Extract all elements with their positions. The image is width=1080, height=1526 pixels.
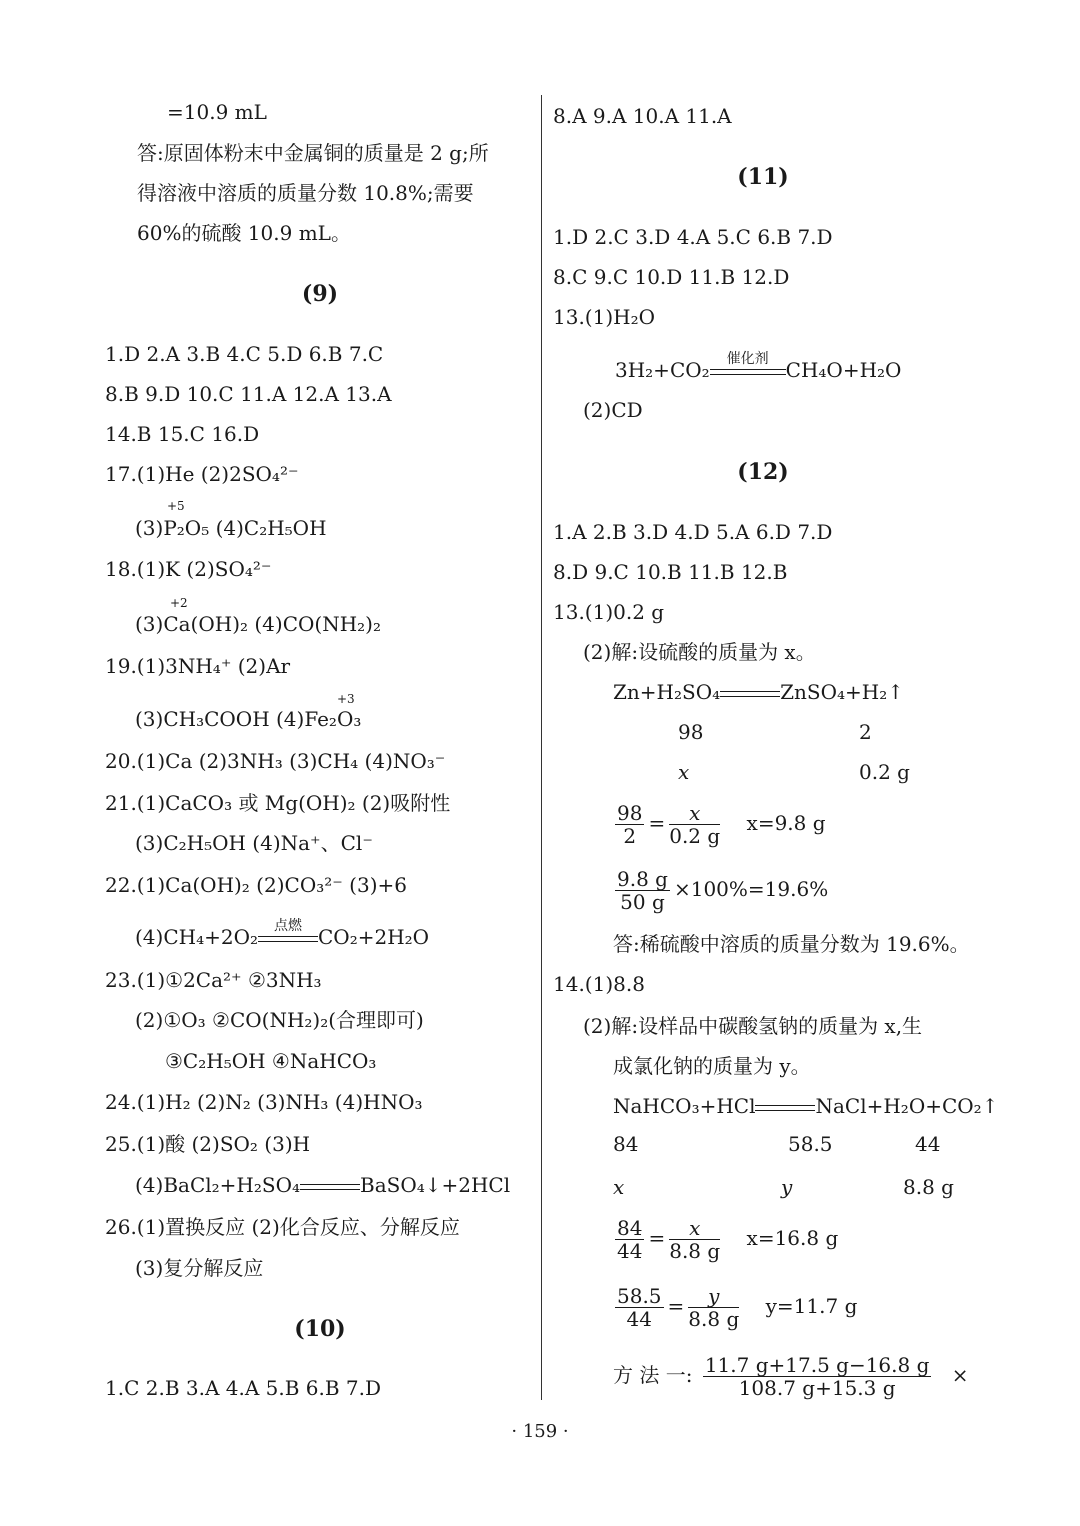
answer-text: 60%的硫酸 10.9 mL。 [137,221,351,245]
question-13: 13.(1)H₂O [553,305,655,329]
reaction-arrow: 催化剂 [710,367,786,377]
given-mass: 8.8 g [903,1175,954,1199]
question-22: 22.(1)Ca(OH)₂ (2)CO₃²⁻ (3)+6 [105,873,407,897]
problem-14-equation: NaHCO₃+HCl NaCl+H₂O+CO₂↑ [613,1094,999,1118]
section-heading-11: (11) [737,164,789,190]
molar-mass: 2 [859,720,872,744]
page-number: · 159 · [511,1421,569,1442]
question-21: 21.(1)CaCO₃ 或 Mg(OH)₂ (2)吸附性 [105,791,451,815]
question-23: 23.(1)①2Ca²⁺ ②3NH₃ [105,968,322,992]
proportion-equation: $\frac{84}{44}$ = $\frac{x}{8.8 g}$ x=16.8 g [617,1216,839,1263]
question-18: 18.(1)K (2)SO₄²⁻ [105,557,272,581]
problem-13: (2)解:设硫酸的质量为 x。 [583,640,816,664]
question-17: (3)P₂O₅ (4)C₂H₅OH [135,516,327,540]
answer-text: 得溶液中溶质的质量分数 10.8%;需要 [137,181,474,205]
molar-mass: 58.5 [788,1132,833,1156]
question-25: 25.(1)酸 (2)SO₂ (3)H [105,1132,311,1156]
molar-mass: 44 [915,1132,941,1156]
question-19: 19.(1)3NH₄⁺ (2)Ar [105,654,291,678]
variable: y [781,1175,793,1199]
question-13-equation: 3H₂+CO₂ 催化剂 CH₄O+H₂O [615,350,902,382]
question-20: 20.(1)Ca (2)3NH₃ (3)CH₄ (4)NO₃⁻ [105,749,446,773]
question-25-equation: (4)BaCl₂+H₂SO₄ BaSO₄↓+2HCl [135,1173,511,1197]
question-18: (3)Ca(OH)₂ (4)CO(NH₂)₂ [135,612,381,636]
valence-mark: +5 [167,499,185,513]
problem-14: 成氯化钠的质量为 y。 [613,1054,811,1078]
molar-mass: 98 [678,720,704,744]
method-one-expression: 方 法 一: $\frac{11.7 g+17.5 g-16.8 g}{108.7 g+15.3 g}$ × [613,1353,969,1400]
answer-row: 1.D 2.C 3.D 4.A 5.C 6.B 7.D [553,225,833,249]
answer-text: 答:原固体粉末中金属铜的质量是 2 g;所 [137,141,489,165]
question-19: (3)CH₃COOH (4)Fe₂O₃ [135,707,362,731]
question-21: (3)C₂H₅OH (4)Na⁺、Cl⁻ [135,831,373,855]
problem-13-answer: 答:稀硫酸中溶质的质量分数为 19.6%。 [613,932,970,956]
valence-mark: +2 [170,596,188,610]
question-23: ③C₂H₅OH ④NaHCO₃ [165,1049,377,1073]
question-22-equation: (4)CH₄+2O₂ 点燃 CO₂+2H₂O [135,917,430,949]
proportion-equation: $\frac{58.5}{44}$ = $\frac{y}{8.8 g}$ y=11.7 g [617,1284,858,1331]
answer-row: 8.C 9.C 10.D 11.B 12.D [553,265,790,289]
answer-row: 8.A 9.A 10.A 11.A [553,104,732,128]
problem-14: (2)解:设样品中碳酸氢钠的质量为 x,生 [583,1014,923,1038]
answer-row: 1.A 2.B 3.D 4.D 5.A 6.D 7.D [553,520,833,544]
reaction-arrow [755,1103,815,1113]
question-17: 17.(1)He (2)2SO₄²⁻ [105,462,299,486]
problem-13-equation: Zn+H₂SO₄ ZnSO₄+H₂↑ [613,680,904,704]
variable: x [613,1175,625,1199]
column-divider [541,95,542,1400]
problem-14: 14.(1)8.8 [553,972,645,996]
question-26: 26.(1)置换反应 (2)化合反应、分解反应 [105,1215,460,1239]
question-23: (2)①O₃ ②CO(NH₂)₂(合理即可) [135,1008,424,1032]
problem-13: 13.(1)0.2 g [553,600,665,624]
section-heading-10: (10) [294,1316,346,1342]
variable: x [678,760,690,784]
section-heading-9: (9) [301,281,339,307]
answer-text: =10.9 mL [167,100,267,124]
answer-row: 14.B 15.C 16.D [105,422,260,446]
reaction-arrow [720,689,780,699]
molar-mass: 84 [613,1132,639,1156]
proportion-equation: $\frac{98}{2}$ = $\frac{x}{0.2 g}$ x=9.8 g [617,801,826,848]
reaction-arrow: 点燃 [258,934,318,944]
answer-row: 8.B 9.D 10.C 11.A 12.A 13.A [105,382,392,406]
reaction-arrow [300,1182,360,1192]
question-26: (3)复分解反应 [135,1256,264,1280]
given-mass: 0.2 g [859,760,910,784]
section-heading-12: (12) [737,459,789,485]
answer-row: 8.D 9.C 10.B 11.B 12.B [553,560,788,584]
valence-mark: +3 [337,692,355,706]
answer-row: 1.D 2.A 3.B 4.C 5.D 6.B 7.C [105,342,384,366]
question-24: 24.(1)H₂ (2)N₂ (3)NH₃ (4)HNO₃ [105,1090,423,1114]
answer-row: 1.C 2.B 3.A 4.A 5.B 6.B 7.D [105,1376,382,1400]
percentage-equation: $\frac{9.8 g}{50 g}$ ×100%=19.6% [617,867,829,914]
question-13: (2)CD [583,398,643,422]
